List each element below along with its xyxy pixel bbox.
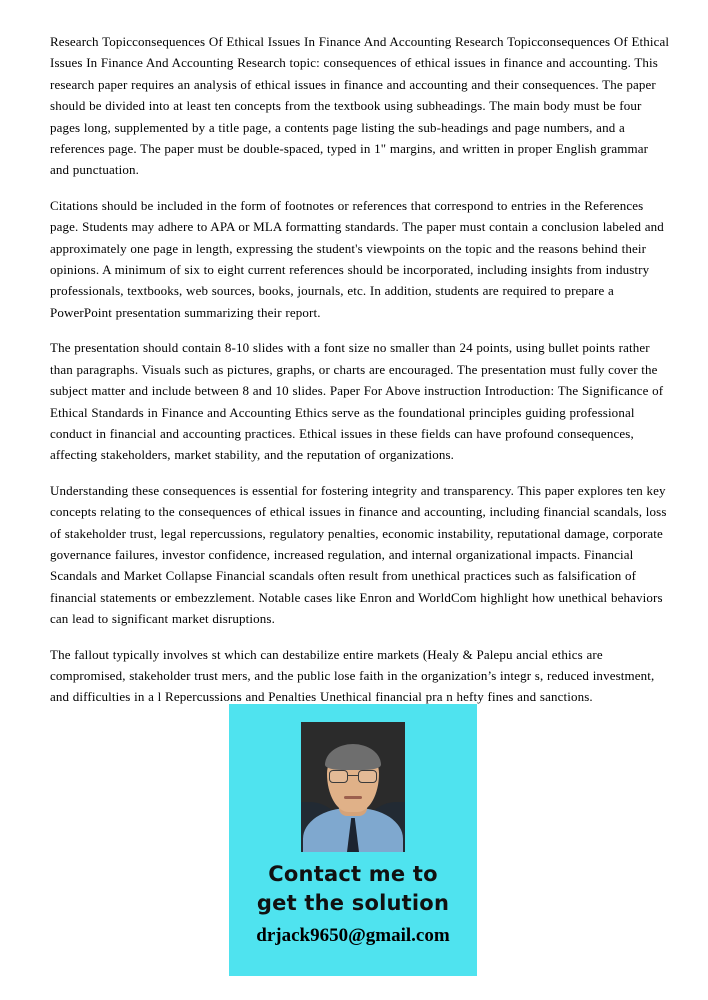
paragraph: The fallout typically involves st which can destabilize entire markets (Healy & Palepu ancial ethics are compromised, stakeholder trust mers, and the public lose faith in the organization’s integr s, reduced investment, and difficulties in a l Repercussions and Penalties Unethical financial pra n hefty fines and sanctions.: [50, 646, 655, 705]
avatar: [301, 722, 405, 852]
document-body: [50, 31, 670, 708]
overlay-line-1: Contact me to: [268, 862, 438, 886]
contact-email[interactable]: drjack9650@gmail.com: [256, 925, 450, 946]
paragraph: Understanding these consequences is essential for fostering integrity and transparency. This paper explores ten key concepts relating to the consequences of ethical issues in finance and accounting, including financial scandals, loss of stakeholder trust, legal repercussions, regulatory penalties, economic instability, reputational damage, corporate governance failures, investor confidence, increased regulation, and internal organizational impacts. Financial Scandals and Market Collapse Financial scandals often result from unethical practices such as falsification of financial statements or embezzlement. Notable cases like Enron and WorldCom highlight how unethical behaviors can lead to significant market disruptions.: [50, 482, 667, 627]
contact-overlay-card[interactable]: [229, 704, 477, 976]
overlay-line-2: get the solution: [256, 891, 450, 915]
portrait-photo-icon: [301, 722, 405, 852]
paragraph: Research Topicconsequences Of Ethical Issues In Finance And Accounting Research Topicconsequences Of Ethical Issues In Finance And Accounting Research topic: consequences of ethical issues in finance and accounting. This research paper requires an analysis of ethical issues in finance and accounting and their consequences. The paper should be divided into at least ten concepts from the textbook using subheadings. The main body must be four pages long, supplemented by a title page, a contents page listing the sub-headings and page numbers, and a references page. The paper must be double-spaced, typed in 1" margins, and written in proper English grammar and punctuation.: [50, 34, 670, 178]
paragraph: The presentation should contain 8-10 slides with a font size no smaller than 24 points, using bullet points rather than paragraphs. Visuals such as pictures, graphs, or charts are encouraged. The presentation must fully cover the subject matter and include between 8 and 10 slides. Paper For Above instruction Introduction: The Significance of Ethical Standards in Finance and Accounting Ethics serve as the foundational principles guiding professional conduct in financial and accounting practices. Ethical issues in these fields can have profound consequences, affecting stakeholders, market stability, and the reputation of organizations.: [50, 340, 664, 463]
paragraph: Citations should be included in the form of footnotes or references that correspond to entries in the References page. Students may adhere to APA or MLA formatting standards. The paper must contain a conclusion labeled and approximately one page in length, expressing the student's viewpoints on the topic and the reasons behind their opinions. A minimum of six to eight current references should be incorporated, including insights from industry professionals, textbooks, web sources, books, journals, etc. In addition, students are required to prepare a PowerPoint presentation summarizing their report.: [50, 197, 664, 320]
overlay-text-block: [229, 860, 477, 948]
